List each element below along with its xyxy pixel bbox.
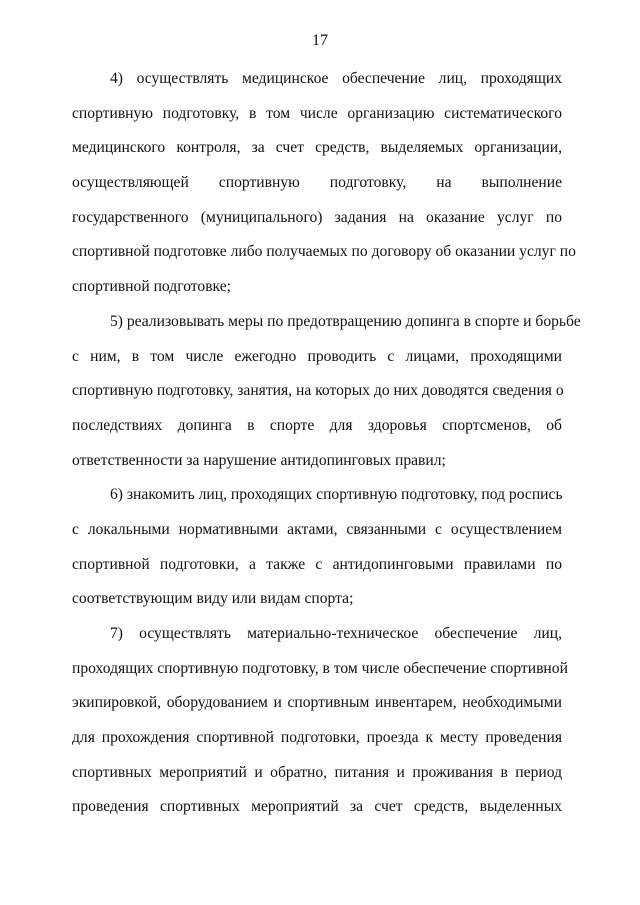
text-line: проведения спортивных мероприятий за счет средств, выделенных (72, 798, 562, 816)
text-line: спортивных мероприятий и обратно, питания и проживания в период (72, 763, 562, 781)
text-line: соответствующим виду или видам спорта; (72, 590, 354, 608)
text-line: спортивной подготовки, а также с антидопинговыми правилами по (72, 555, 562, 573)
text-line: спортивную подготовку, занятия, на которых до них доводятся сведения о (72, 382, 564, 400)
text-line: осуществляющей спортивную подготовку, на выполнение (72, 174, 562, 192)
text-line: спортивной подготовке; (72, 278, 231, 296)
text-line: последствиях допинга в спорте для здоровья спортсменов, об (72, 416, 562, 434)
text-line: спортивную подготовку, в том числе организацию систематического (72, 104, 562, 122)
page-number: 17 (312, 32, 328, 49)
text-line: государственного (муниципального) задания на оказание услуг по (72, 208, 562, 226)
text-line: спортивной подготовке либо получаемых по договору об оказании услуг по (72, 243, 576, 261)
text-line: с локальными нормативными актами, связанными с осуществлением (72, 520, 562, 538)
text-line: ответственности за нарушение антидопинговых правил; (72, 451, 446, 469)
body-text (72, 68, 581, 831)
text-line: 5) реализовывать меры по предотвращению допинга в спорте и борьбе (110, 312, 581, 330)
text-line: 4) осуществлять медицинское обеспечение лиц, проходящих (110, 70, 562, 87)
text-line: проходящих спортивную подготовку, в том числе обеспечение спортивной (72, 659, 568, 677)
text-line: медицинского контроля, за счет средств, выделяемых организации, (72, 139, 562, 157)
text-line: для прохождения спортивной подготовки, проезда к месту проведения (72, 729, 562, 747)
text-line: с ним, в том числе ежегодно проводить с лицами, проходящими (72, 347, 562, 365)
text-line: 7) осуществлять материально-техническое обеспечение лиц, (110, 625, 562, 642)
text-line: 6) знакомить лиц, проходящих спортивную подготовку, под роспись (110, 486, 563, 504)
text-line: экипировкой, оборудованием и спортивным инвентарем, необходимыми (72, 694, 562, 712)
